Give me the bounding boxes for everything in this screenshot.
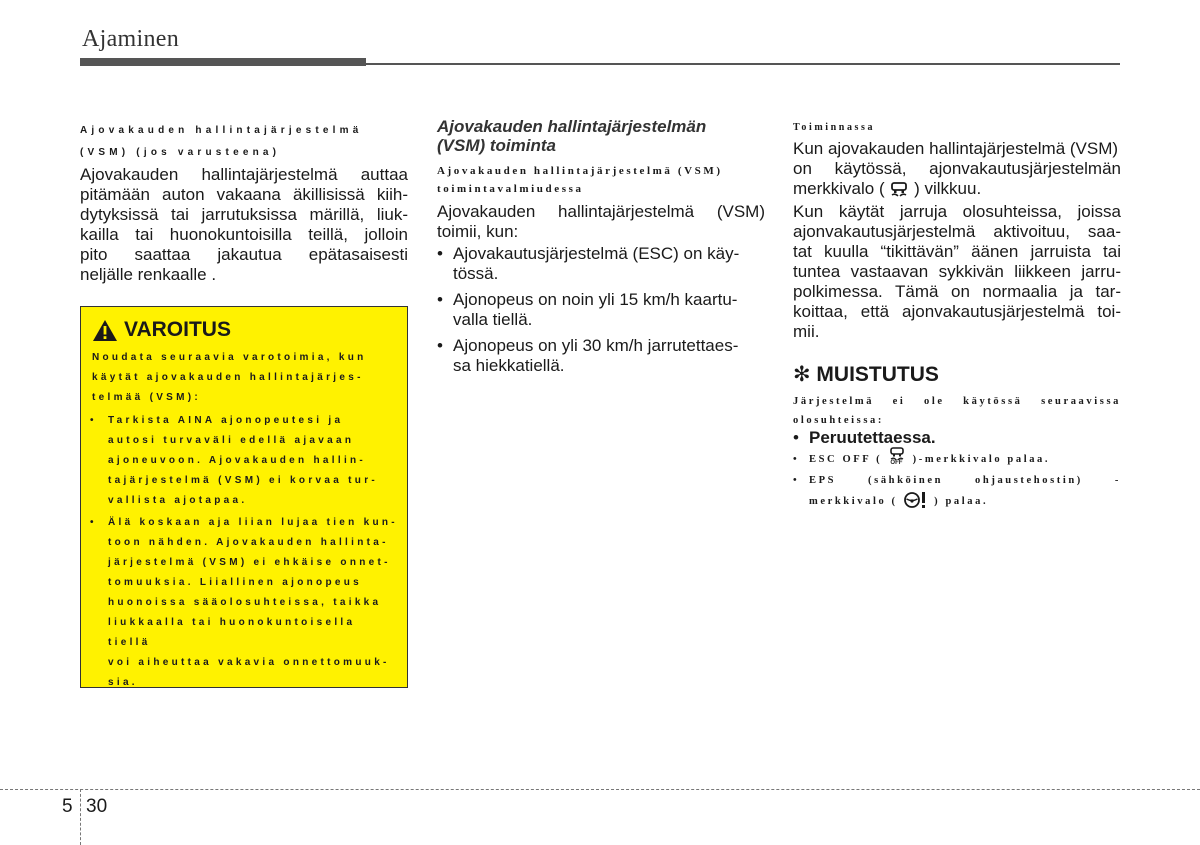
note-bullet-text: Peruutettaessa. bbox=[809, 428, 936, 447]
bullet: • bbox=[90, 415, 97, 426]
paragraph-line: dytyksissä tai jarrutuksissa märillä, liuk- bbox=[80, 205, 408, 224]
text-line: polkimessa. Tämä on normaalia ja tar- bbox=[793, 282, 1121, 301]
item-line: • Ajonopeus on yli 30 km/h jarrutettaes- bbox=[453, 336, 739, 355]
warning-line: telmää (VSM): bbox=[92, 392, 202, 403]
warning-line: Noudata seuraavia varotoimia, kun bbox=[92, 352, 367, 363]
warning-title bbox=[92, 318, 231, 342]
text-fragment: ) palaa. bbox=[934, 496, 989, 507]
footer-rule bbox=[0, 789, 1200, 790]
header-rule-thick bbox=[80, 58, 366, 66]
heading-line: (VSM) (jos varusteena) bbox=[80, 147, 281, 158]
conditions-list bbox=[437, 244, 765, 376]
note-bullet-esc bbox=[793, 450, 1121, 469]
page-number: 30 bbox=[86, 796, 108, 817]
esc-indicator-icon bbox=[889, 180, 909, 200]
paragraph-line: pito saattaa jakautua epätasaisesti bbox=[80, 245, 408, 264]
warning-line: voi aiheuttaa vakavia onnettomuuk- bbox=[108, 657, 390, 668]
item-line: tössä. bbox=[453, 264, 499, 283]
note-line: olosuhteissa: bbox=[793, 415, 884, 426]
text-line: Kun ajovakauden hallintajärjestelmä (VSM) bbox=[793, 139, 1119, 158]
warning-line: toon nähden. Ajovakauden hallinta- bbox=[108, 537, 389, 548]
text-line: Kun käytät jarruja olosuhteissa, joissa bbox=[793, 202, 1121, 221]
note-bullet-reverse bbox=[793, 428, 1121, 448]
intro-paragraph bbox=[80, 165, 408, 285]
text-line bbox=[793, 179, 1121, 200]
text-fragment: EPS (sähköinen ohjaustehostin) - bbox=[809, 475, 1121, 486]
warning-line: Älä koskaan aja liian lujaa tien kun- bbox=[108, 517, 398, 528]
text-line: ajonvakautusjärjestelmä aktivoituu, saa- bbox=[793, 222, 1121, 241]
text-fragment: )-merkkivalo palaa. bbox=[912, 454, 1051, 465]
eps-warning-icon bbox=[903, 490, 929, 510]
sub-heading: Toiminnassa bbox=[793, 122, 876, 133]
text-line: on käytössä, ajonvakautusjärjestelmän bbox=[793, 159, 1121, 178]
warning-line: vallista ajotapaa. bbox=[108, 495, 248, 506]
list-item bbox=[437, 290, 765, 330]
note-line: Järjestelmä ei ole käytössä seuraavissa bbox=[793, 396, 1121, 407]
warning-item bbox=[90, 513, 402, 693]
bullet: • bbox=[793, 475, 800, 486]
section-heading bbox=[80, 120, 408, 164]
paragraph-line: Ajovakauden hallintajärjestelmä auttaa bbox=[80, 165, 408, 184]
warning-line: huonoissa sääolosuhteissa, taikka bbox=[108, 597, 382, 608]
warning-line: tajärjestelmä (VSM) ei korvaa tur- bbox=[108, 475, 379, 486]
warning-triangle-icon bbox=[92, 319, 118, 342]
sub-heading bbox=[437, 162, 765, 198]
text-line: koittaa, että ajonvakautusjärjestelmä toi- bbox=[793, 302, 1121, 321]
intro-text bbox=[437, 202, 765, 242]
text-fragment: ) vilkkuu. bbox=[914, 179, 982, 198]
text-line: Ajovakauden hallintajärjestelmä (VSM) bbox=[437, 202, 765, 221]
list-item bbox=[437, 336, 765, 376]
text-fragment: merkkivalo ( bbox=[793, 179, 885, 198]
paragraph-line: kailla tai huonokuntoisilla teillä, jolloin bbox=[80, 225, 408, 244]
sub-heading-line: toimintavalmiudessa bbox=[437, 183, 584, 195]
sub-heading-line: Ajovakauden hallintajärjestelmä (VSM) bbox=[437, 165, 723, 177]
warning-line: järjestelmä (VSM) ei ehkäise onnet- bbox=[108, 557, 391, 568]
bullet: • bbox=[793, 428, 799, 447]
title-line: Ajovakauden hallintajärjestelmän bbox=[437, 117, 707, 136]
eps-line bbox=[793, 470, 1121, 491]
text-line: tat kuulla “tikittävän” äänen jarruista tai bbox=[793, 242, 1121, 261]
text-fragment: merkkivalo ( bbox=[809, 496, 898, 507]
off-label: OFF bbox=[890, 459, 903, 466]
warning-intro bbox=[92, 348, 397, 408]
warning-line: Tarkista AINA ajonopeutesi ja bbox=[108, 415, 344, 426]
warning-line: autosi turvaväli edellä ajavaan bbox=[108, 435, 355, 446]
brake-paragraph bbox=[793, 202, 1121, 342]
bullet: • bbox=[793, 454, 800, 465]
warning-line: käytät ajovakauden hallintajärjes- bbox=[92, 372, 364, 383]
text-line: tuntea vastaavan sykkivän liikkeen jarru- bbox=[793, 262, 1121, 281]
eps-line bbox=[793, 491, 1121, 512]
item-line: • Ajovakautusjärjestelmä (ESC) on käy- bbox=[453, 244, 740, 263]
header-rule-thin bbox=[366, 63, 1120, 65]
warning-line: liukkaalla tai huonokuntoisella tiellä bbox=[108, 617, 356, 648]
warning-item bbox=[90, 411, 402, 511]
warning-line: ajoneuvoon. Ajovakauden hallin- bbox=[108, 455, 367, 466]
note-intro bbox=[793, 392, 1121, 430]
footer-divider bbox=[80, 789, 81, 845]
warning-line: tomuuksia. Liiallinen ajonopeus bbox=[108, 577, 362, 588]
note-title: ✻ MUISTUTUS bbox=[793, 363, 939, 386]
item-line: sa hiekkatiellä. bbox=[453, 356, 565, 375]
paragraph-line: neljälle renkaalle . bbox=[80, 265, 217, 284]
esc-off-icon bbox=[887, 446, 907, 468]
bullet: • bbox=[90, 517, 97, 528]
warning-title-text: VAROITUS bbox=[124, 318, 231, 341]
list-item bbox=[437, 244, 765, 284]
heading-line: Ajovakauden hallintajärjestelmä bbox=[80, 125, 363, 136]
text-line: mii. bbox=[793, 322, 820, 341]
section-number: 5 bbox=[62, 796, 73, 817]
item-line: valla tiellä. bbox=[453, 310, 533, 329]
warning-line: sia. bbox=[108, 677, 138, 688]
text-line: toimii, kun: bbox=[437, 222, 519, 241]
note-bullet-eps bbox=[793, 470, 1121, 512]
page-header-title: Ajaminen bbox=[82, 26, 180, 52]
section-title bbox=[437, 117, 765, 155]
item-line: • Ajonopeus on noin yli 15 km/h kaartu- bbox=[453, 290, 738, 309]
title-line: (VSM) toiminta bbox=[437, 136, 556, 155]
operation-paragraph bbox=[793, 139, 1121, 200]
text-fragment: ESC OFF ( bbox=[809, 454, 883, 465]
paragraph-line: pitämään auton vakaana äkillisissä kiih- bbox=[80, 185, 408, 204]
